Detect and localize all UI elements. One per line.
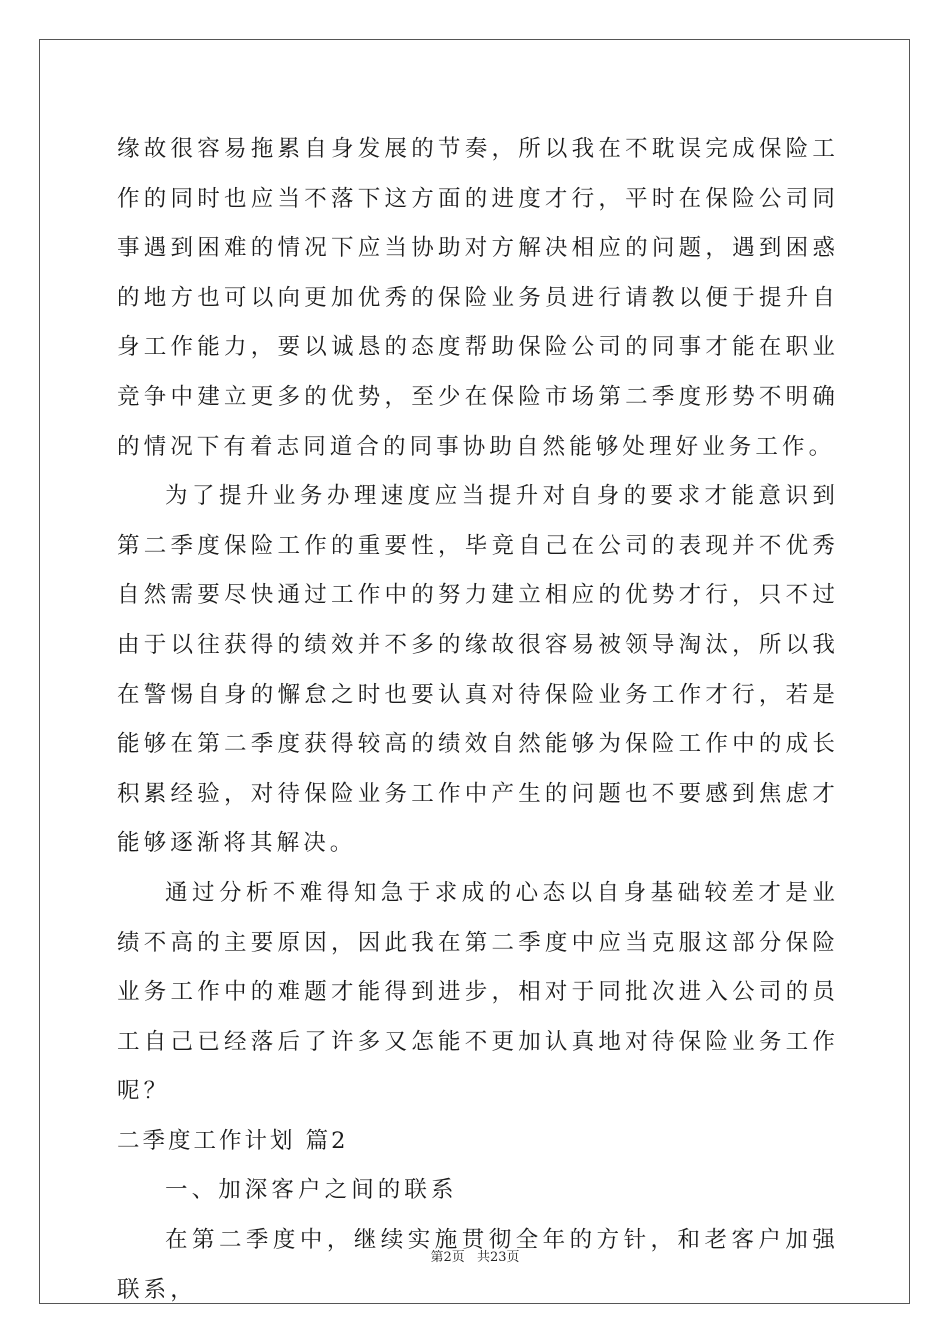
page-number: 第2页: [430, 1250, 465, 1265]
paragraph-2: 为了提升业务办理速度应当提升对自身的要求才能意识到第二季度保险工作的重要性，毕竟自己在公司的表现并不优秀自然需要尽快通过工作中的努力建立相应的优势才行，只不过由于以往获得的绩效并不多的缘故很容易被领导淘汰，所以我在警惕自身的懈怠之时也要认真对待保险业务工作才行，若是能够在第二季度获得较高的绩效自然能够为保险工作中的成长积累经验，对待保险业务工作中产生的问题也不要感到焦虑才能够逐渐将其解决。: [117, 483, 839, 857]
page-footer: [0, 1246, 950, 1265]
paragraph-4: 在第二季度中，继续实施贯彻全年的方针，和老客户加强联系，: [117, 1227, 839, 1303]
page-total: 共23页: [476, 1250, 520, 1265]
document-body: [117, 125, 839, 1315]
paragraph-3: 通过分析不难得知急于求成的心态以自身基础较差才是业绩不高的主要原因，因此我在第二季度中应当克服这部分保险业务工作中的难题才能得到进步，相对于同批次进入公司的员工自己已经落后了许多又怎能不更加认真地对待保险业务工作呢？: [117, 879, 839, 1105]
section-title: 二季度工作计划 篇2: [117, 1127, 349, 1154]
paragraph-1: 缘故很容易拖累自身发展的节奏，所以我在不耽误完成保险工作的同时也应当不落下这方面的进度才行，平时在保险公司同事遇到困难的情况下应当协助对方解决相应的问题，遇到困惑的地方也可以向更加优秀的保险业务员进行请教以便于提升自身工作能力，要以诚恳的态度帮助保险公司的同事才能在职业竞争中建立更多的优势，至少在保险市场第二季度形势不明确的情况下有着志同道合的同事协助自然能够处理好业务工作。: [117, 136, 839, 460]
subheading: 一、加深客户之间的联系: [165, 1177, 458, 1204]
